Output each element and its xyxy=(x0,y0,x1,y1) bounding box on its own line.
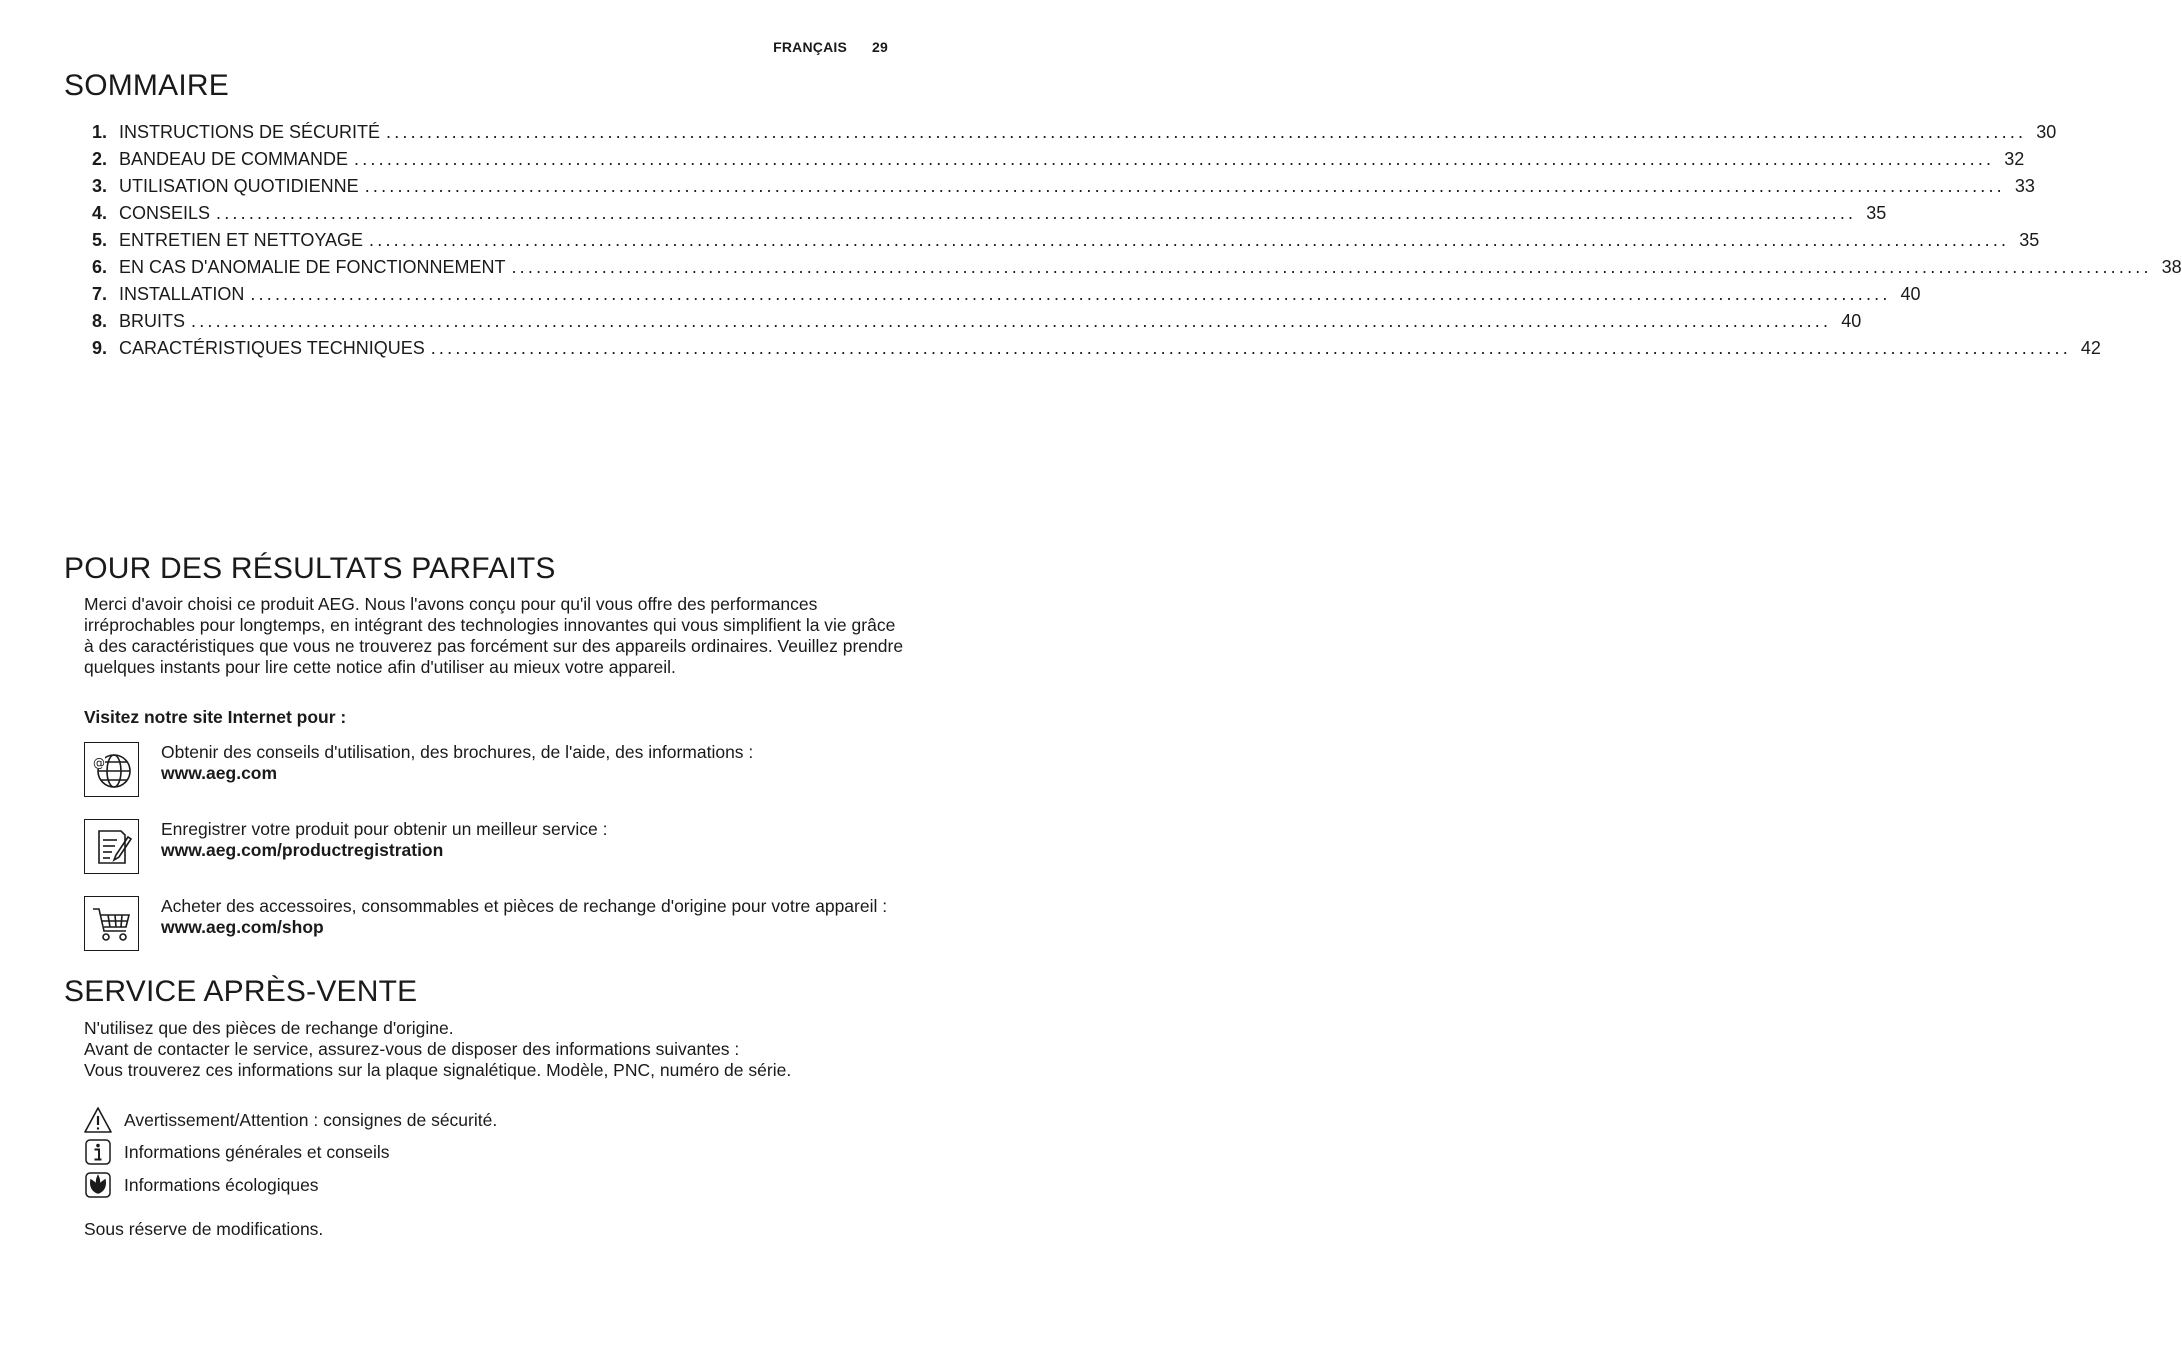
toc-number: 7. xyxy=(92,284,108,304)
toc-title: INSTRUCTIONS DE SÉCURITÉ xyxy=(119,122,381,142)
running-header xyxy=(773,39,888,55)
toc-page: 40 xyxy=(1841,311,1862,331)
results-heading: POUR DES RÉSULTATS PARFAITS xyxy=(64,552,556,585)
toc-title: INSTALLATION xyxy=(119,284,245,304)
service-line: N'utilisez que des pièces de rechange d'origine. xyxy=(84,1018,454,1038)
toc-entry[interactable] xyxy=(92,338,2101,365)
warning-triangle-icon xyxy=(84,1106,112,1134)
toc-number: 4. xyxy=(92,203,108,223)
toc-leader: ........................................................................................................................................................................................................ xyxy=(250,284,1891,304)
legend-text: Avertissement/Attention : consignes de sécurité. xyxy=(124,1109,498,1130)
toc-leader: ........................................................................................................................................................................................................ xyxy=(430,338,2071,358)
info-icon xyxy=(84,1138,112,1166)
eco-leaf-icon xyxy=(84,1171,112,1199)
toc-entry[interactable] xyxy=(92,230,2040,257)
svg-text:@: @ xyxy=(92,755,105,770)
toc-title: CARACTÉRISTIQUES TECHNIQUES xyxy=(119,338,425,358)
toc-number: 5. xyxy=(92,230,108,250)
legend-text: Informations générales et conseils xyxy=(124,1141,390,1162)
toc-number: 9. xyxy=(92,338,108,358)
toc-page: 33 xyxy=(2014,176,2035,196)
toc-number: 3. xyxy=(92,176,108,196)
legend-text: Informations écologiques xyxy=(124,1174,319,1195)
toc-entry[interactable] xyxy=(92,149,2025,176)
toc-leader: ........................................................................................................................................................................................................ xyxy=(369,230,2010,250)
toc-page: 30 xyxy=(2036,122,2057,142)
toc-page: 42 xyxy=(2080,338,2101,358)
toc-page: 35 xyxy=(2019,230,2040,250)
toc-entry[interactable] xyxy=(92,257,2182,284)
toc-title: UTILISATION QUOTIDIENNE xyxy=(119,176,359,196)
link-description: Obtenir des conseils d'utilisation, des brochures, de l'aide, des informations : xyxy=(161,742,754,762)
toc-number: 6. xyxy=(92,257,108,277)
link-url[interactable]: www.aeg.com xyxy=(161,763,278,783)
toc-number: 8. xyxy=(92,311,108,331)
service-heading: SERVICE APRÈS-VENTE xyxy=(64,975,418,1008)
legend-info xyxy=(84,1138,390,1166)
toc-title: EN CAS D'ANOMALIE DE FONCTIONNEMENT xyxy=(119,257,506,277)
service-paragraph xyxy=(84,1018,904,1081)
link-description: Enregistrer votre produit pour obtenir un meilleur service : xyxy=(161,819,608,839)
link-description: Acheter des accessoires, consommables et pièces de rechange d'origine pour votre appareil : xyxy=(161,896,888,916)
toc-number: 1. xyxy=(92,122,108,142)
link-url[interactable]: www.aeg.com/shop xyxy=(161,917,324,937)
legend-warning xyxy=(84,1106,497,1134)
shopping-cart-icon xyxy=(84,896,139,951)
toc-number: 2. xyxy=(92,149,108,169)
toc-page: 32 xyxy=(2004,149,2025,169)
footnote: Sous réserve de modifications. xyxy=(84,1219,324,1239)
toc-entry[interactable] xyxy=(92,203,1887,230)
link-row-shop xyxy=(84,896,904,951)
globe-at-icon xyxy=(84,742,139,797)
link-row-support xyxy=(84,742,904,797)
toc-leader: ........................................................................................................................................................................................................ xyxy=(354,149,1995,169)
toc-entry[interactable] xyxy=(92,284,1921,311)
toc-entry[interactable] xyxy=(92,176,2035,203)
toc-leader: ........................................................................................................................................................................................................ xyxy=(364,176,2005,196)
toc-leader: ........................................................................................................................................................................................................ xyxy=(216,203,1857,223)
toc-title: BANDEAU DE COMMANDE xyxy=(119,149,349,169)
intro-paragraph: Merci d'avoir choisi ce produit AEG. Nous l'avons conçu pour qu'il vous offre des performances irréprochables pour longtemps, en intégrant des technologies innovantes qui vous simplifient la vie grâce à des caractéristiques que vous ne trouverez pas forcément sur des appareils ordinaires. Veuillez prendre quelques instants pour lire cette notice afin d'utiliser au mieux votre appareil. xyxy=(84,594,904,677)
toc-entry[interactable] xyxy=(92,122,2057,149)
service-line: Vous trouverez ces informations sur la plaque signalétique. Modèle, PNC, numéro de série. xyxy=(84,1060,792,1080)
header-page-number: 29 xyxy=(872,39,888,55)
link-row-registration xyxy=(84,819,904,874)
toc-page: 35 xyxy=(1866,203,1887,223)
toc-leader: ........................................................................................................................................................................................................ xyxy=(191,311,1832,331)
legend-eco xyxy=(84,1171,319,1199)
toc-title: CONSEILS xyxy=(119,203,211,223)
toc-page: 38 xyxy=(2161,257,2182,277)
toc-leader: ........................................................................................................................................................................................................ xyxy=(511,257,2152,277)
service-line: Avant de contacter le service, assurez-vous de disposer des informations suivantes : xyxy=(84,1039,740,1059)
toc-title: BRUITS xyxy=(119,311,186,331)
visit-label: Visitez notre site Internet pour : xyxy=(84,707,347,727)
table-of-contents xyxy=(92,122,2182,365)
link-url[interactable]: www.aeg.com/productregistration xyxy=(161,840,444,860)
sommaire-heading: SOMMAIRE xyxy=(64,69,229,102)
registration-form-icon xyxy=(84,819,139,874)
toc-entry[interactable] xyxy=(92,311,1862,338)
toc-page: 40 xyxy=(1900,284,1921,304)
toc-title: ENTRETIEN ET NETTOYAGE xyxy=(119,230,364,250)
header-language: FRANÇAIS xyxy=(773,39,848,55)
toc-leader: ........................................................................................................................................................................................................ xyxy=(386,122,2027,142)
